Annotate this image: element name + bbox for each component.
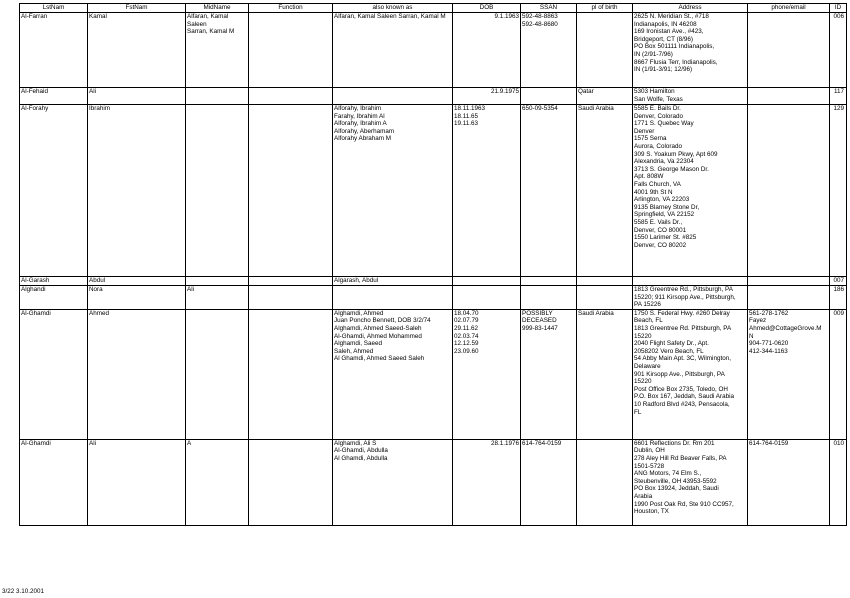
cell-function [249, 309, 333, 439]
cell-pob [577, 13, 633, 88]
cell-mid: A [186, 439, 249, 525]
cell-id: 010 [830, 439, 847, 525]
cell-id: 129 [830, 105, 847, 277]
cell-id: 009 [830, 309, 847, 439]
cell-ssan [521, 88, 577, 105]
cell-pob [577, 439, 633, 525]
col-header-function: Function [249, 4, 333, 13]
col-header-midname: MidName [186, 4, 249, 13]
cell-aka: Alghamdi, Ali S Al-Ghamdi, Abdulla Al Ghamdi, Abdulla [333, 439, 453, 525]
cell-address: 6601 Reflections Dr. Rm 201 Dublin, OH 278 Aley Hill Rd Beaver Falls, PA 1501-5728 ANG Motors, 74 Elm S., Steubenville, OH 43953-5592 PO Box 13924, Jeddah, Saudi Arabia 1990 Post Oak Rd, Ste 910 CC957, Houston, TX [633, 439, 748, 525]
cell-ssan: POSSIBLY DECEASED 999-83-1447 [521, 309, 577, 439]
records-table [19, 3, 847, 526]
cell-dob: 18.11.1963 18.11.65 19.11.63 [453, 105, 521, 277]
col-header-lstnam: LstNam [20, 4, 88, 13]
cell-last: Alghandi [20, 286, 88, 310]
cell-aka: Alghamdi, Ahmed Juan Poncho Bennett, DOB 3/2/74 Alghamdi, Ahmed Saeed-Saleh Al-Ghamdi, Ahmed Mohammed Alghamdi, Saeed Saleh, Ahmed Al Ghamdi, Ahmed Saeed Saleh [333, 309, 453, 439]
cell-first: Ali [88, 88, 186, 105]
col-header-address: Address [633, 4, 748, 13]
cell-function [249, 439, 333, 525]
cell-dob: 18.04.70 02.07.79 29.11.62 02.03.74 12.12.59 23.09.60 [453, 309, 521, 439]
table-row [20, 13, 847, 88]
cell-pob: Saudi Arabia [577, 105, 633, 277]
cell-ssan: 650-09-5354 [521, 105, 577, 277]
cell-last: Al-Forahy [20, 105, 88, 277]
cell-dob [453, 277, 521, 286]
cell-ssan [521, 277, 577, 286]
cell-pob: Saudi Arabia [577, 309, 633, 439]
table-row [20, 105, 847, 277]
cell-first: Ibrahim [88, 105, 186, 277]
cell-mid: Ali [186, 286, 249, 310]
page-footer: 3/22 3.10.2001 [2, 588, 45, 595]
cell-pob [577, 286, 633, 310]
cell-mid: Alfaran, Kamal Saleen Sarran, Kamal M [186, 13, 249, 88]
cell-ssan: 614-764-0159 [521, 439, 577, 525]
cell-aka [333, 88, 453, 105]
cell-first: Abdul [88, 277, 186, 286]
cell-mid [186, 105, 249, 277]
cell-phone [748, 88, 830, 105]
table-row [20, 439, 847, 525]
cell-ssan: 592-48-8863 592-48-8680 [521, 13, 577, 88]
cell-mid [186, 88, 249, 105]
col-header-id: ID [830, 4, 847, 13]
cell-id: 006 [830, 13, 847, 88]
cell-phone [748, 13, 830, 88]
header-row [20, 4, 847, 13]
cell-last: Al-Ghamdi [20, 309, 88, 439]
cell-aka [333, 286, 453, 310]
cell-phone [748, 105, 830, 277]
cell-phone [748, 286, 830, 310]
cell-aka: Alforahy, Ibrahim Farahy, Ibrahim Al Alforahy, Ibrahim A Alforahy, Aberhamam Alforahy Abraham M [333, 105, 453, 277]
cell-last: Al-Farran [20, 13, 88, 88]
col-header-dob: DOB [453, 4, 521, 13]
cell-address: 1813 Greentree Rd., Pittsburgh, PA 15220; 911 Kirsopp Ave., Pittsburgh, PA 15226 [633, 286, 748, 310]
cell-address: 5585 E. Bails Dr. Denver, Colorado 1771 S. Quebec Way Denver 1575 Serna Aurora, Colorado 309 S. Yoakum Pkwy, Apt 609 Alexandria, Va 22304 3713 S. George Mason Dr. Apt. 808W Falls Church, VA 4001 9th St N Arlington, VA 22203 9135 Blarney Stone Dr, Springfield, VA 22152 5585 E. Vails Dr., Denver, CO 80001 1550 Larimer St. #825 Denver, CO 80202 [633, 105, 748, 277]
cell-dob: 28.1.1976 [453, 439, 521, 525]
cell-pob: Qatar [577, 88, 633, 105]
cell-mid [186, 309, 249, 439]
cell-id: 186 [830, 286, 847, 310]
cell-pob [577, 277, 633, 286]
table-row [20, 88, 847, 105]
cell-first: Kamal [88, 13, 186, 88]
cell-id: 117 [830, 88, 847, 105]
cell-ssan [521, 286, 577, 310]
cell-last: Al-Garash [20, 277, 88, 286]
cell-address: 1750 S. Federal Hwy. #260 Delray Beach, FL 1813 Greentree Rd. Pittsburgh, PA 15220 2040 Flight Safety Dr., Apt. 2058202 Vero Beach, FL 54 Abby Main Apt. 3C, Wilmington, Delaware 901 Kirsopp Ave., Pittsburgh, PA 15220 Post Office Box 2735, Toledo, OH P.O. Box 167, Jeddah, Saudi Arabia 10 Radford Blvd #243, Pensacola, FL [633, 309, 748, 439]
col-header-ssan: SSAN [521, 4, 577, 13]
cell-dob [453, 286, 521, 310]
cell-function [249, 88, 333, 105]
cell-dob: 9.1.1963 [453, 13, 521, 88]
cell-function [249, 13, 333, 88]
cell-address [633, 277, 748, 286]
cell-aka: Alfaran, Kamal Saleen Sarran, Kamal M [333, 13, 453, 88]
cell-last: Al-Ghamdi [20, 439, 88, 525]
table-row [20, 286, 847, 310]
table-row [20, 277, 847, 286]
cell-first: Ali [88, 439, 186, 525]
col-header-phone: phone/email [748, 4, 830, 13]
col-header-fstnam: FstNam [88, 4, 186, 13]
col-header-aka: also known as [333, 4, 453, 13]
cell-phone [748, 277, 830, 286]
cell-function [249, 286, 333, 310]
cell-function [249, 105, 333, 277]
cell-address: 5303 Hamilton San Wolfe, Texas [633, 88, 748, 105]
cell-function [249, 277, 333, 286]
cell-last: Al-Fehaid [20, 88, 88, 105]
cell-address: 2625 N. Meridian St., #718 Indianapolis, IN 46208 169 Ironistan Ave., #423, Bridgeport, CT (8/96) PO Box 501111 Indianapolis, IN (2/91-7/96) 8667 Flusia Terr, Indianapolis, IN (1/91-3/91; 12/96) [633, 13, 748, 88]
cell-phone: 561-278-1762 Fayez Ahmed@CottageGrove.M N 904-771-0620 412-344-1163 [748, 309, 830, 439]
table-row [20, 309, 847, 439]
cell-id: 007 [830, 277, 847, 286]
cell-mid [186, 277, 249, 286]
col-header-pob: pl of birth [577, 4, 633, 13]
cell-first: Nora [88, 286, 186, 310]
cell-phone: 614-764-0159 [748, 439, 830, 525]
cell-dob: 21.9.1975 [453, 88, 521, 105]
cell-first: Ahmed [88, 309, 186, 439]
cell-aka: Algarash, Abdul [333, 277, 453, 286]
